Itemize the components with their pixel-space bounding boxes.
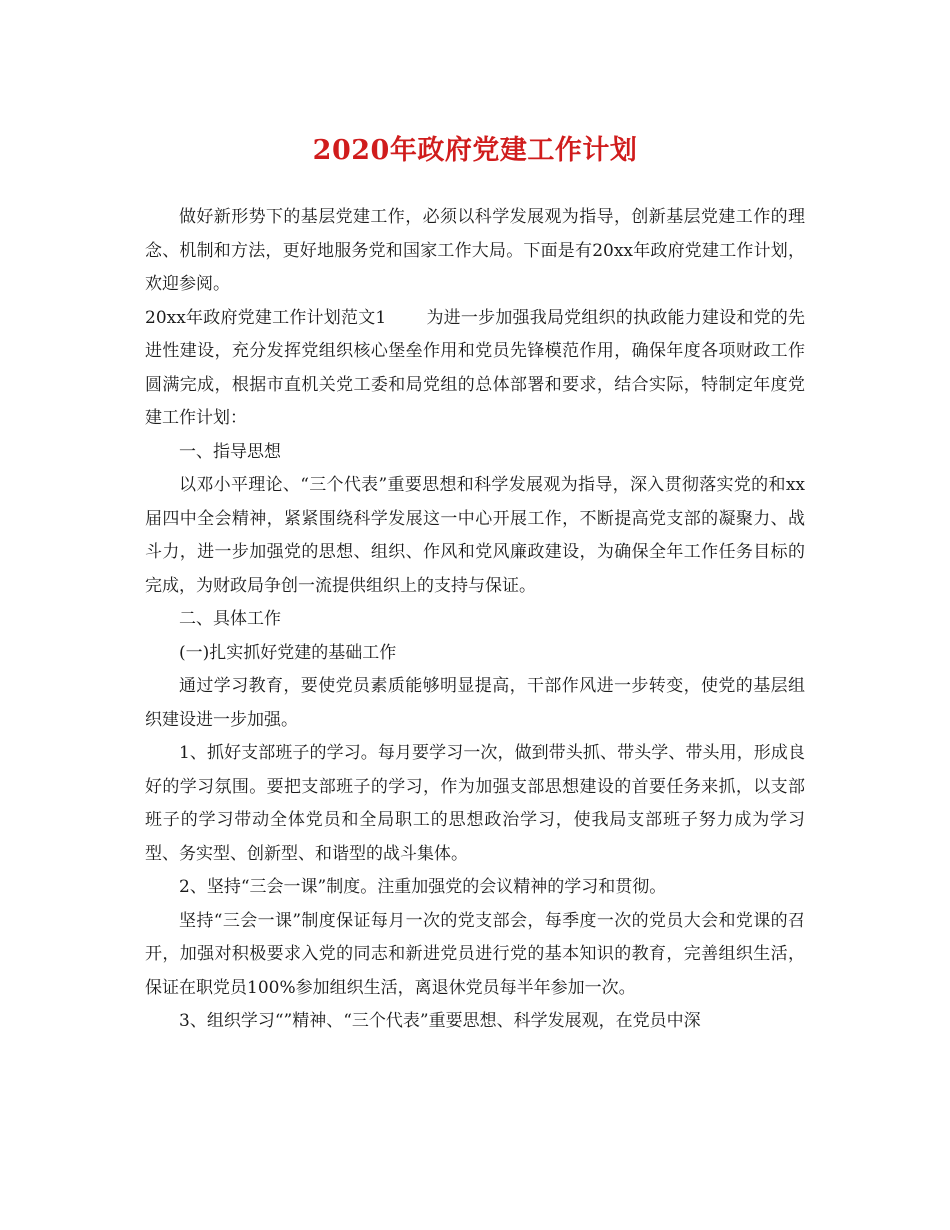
item-1-paragraph: 1、抓好支部班子的学习。每月要学习一次，做到带头抓、带头学、带头用，形成良好的学习氛围。要把支部班子的学习，作为加强支部思想建设的首要任务来抓，以支部班子的学习带动全体党员和全局职工的思想政治学习，使我局支部班子努力成为学习型、务实型、创新型、和谐型的战斗集体。 bbox=[145, 743, 805, 864]
sample-heading: 20xx年政府党建工作计划范文1 bbox=[145, 307, 387, 328]
sample-text: 为进一步加强我局党组织的执政能力建设和党的先进性建设，充分发挥党组织核心堡垒作用和党员先锋模范作用，确保年度各项财政工作圆满完成，根据市直机关党工委和局党组的总体部署和要求，结合实际，特制定年度党建工作计划： bbox=[145, 307, 806, 428]
three-meetings-paragraph: 坚持“三会一课”制度保证每月一次的党支部会，每季度一次的党员大会和党课的召开，加强对积极要求入党的同志和新进党员进行党的基本知识的教育，完善组织生活，保证在职党员100%参加组织生活，离退休党员每半年参加一次。 bbox=[145, 910, 805, 998]
guiding-thought-paragraph: 以邓小平理论、“三个代表”重要思想和科学发展观为指导，深入贯彻落实党的和xx届四中全会精神，紧紧围绕科学发展这一中心开展工作，不断提高党支部的凝聚力、战斗力，进一步加强党的思想、组织、作风和党风廉政建设，为确保全年工作任务目标的完成，为财政局争创一流提供组织上的支持与保证。 bbox=[145, 475, 805, 596]
foundation-paragraph: 通过学习教育，要使党员素质能够明显提高，干部作风进一步转变，使党的基层组织建设进一步加强。 bbox=[145, 676, 805, 730]
section-heading-specific-work: 二、具体工作 bbox=[179, 609, 281, 629]
intro-paragraph: 做好新形势下的基层党建工作，必须以科学发展观为指导，创新基层党建工作的理念、机制和方法，更好地服务党和国家工作大局。下面是有20xx年政府党建工作计划，欢迎参阅。 bbox=[145, 207, 805, 294]
item-3-paragraph: 3、组织学习“”精神、“三个代表”重要思想、科学发展观，在党员中深 bbox=[179, 1011, 701, 1031]
subsection-heading-foundation: (一)扎实抓好党建的基础工作 bbox=[179, 642, 397, 663]
document-title: 2020年政府党建工作计划 bbox=[312, 135, 638, 166]
section-heading-guiding-thought: 一、指导思想 bbox=[179, 441, 281, 462]
item-2-paragraph: 2、坚持“三会一课”制度。注重加强党的会议精神的学习和贯彻。 bbox=[179, 877, 667, 897]
document-body bbox=[145, 201, 805, 1039]
sample-paragraph bbox=[145, 302, 805, 436]
